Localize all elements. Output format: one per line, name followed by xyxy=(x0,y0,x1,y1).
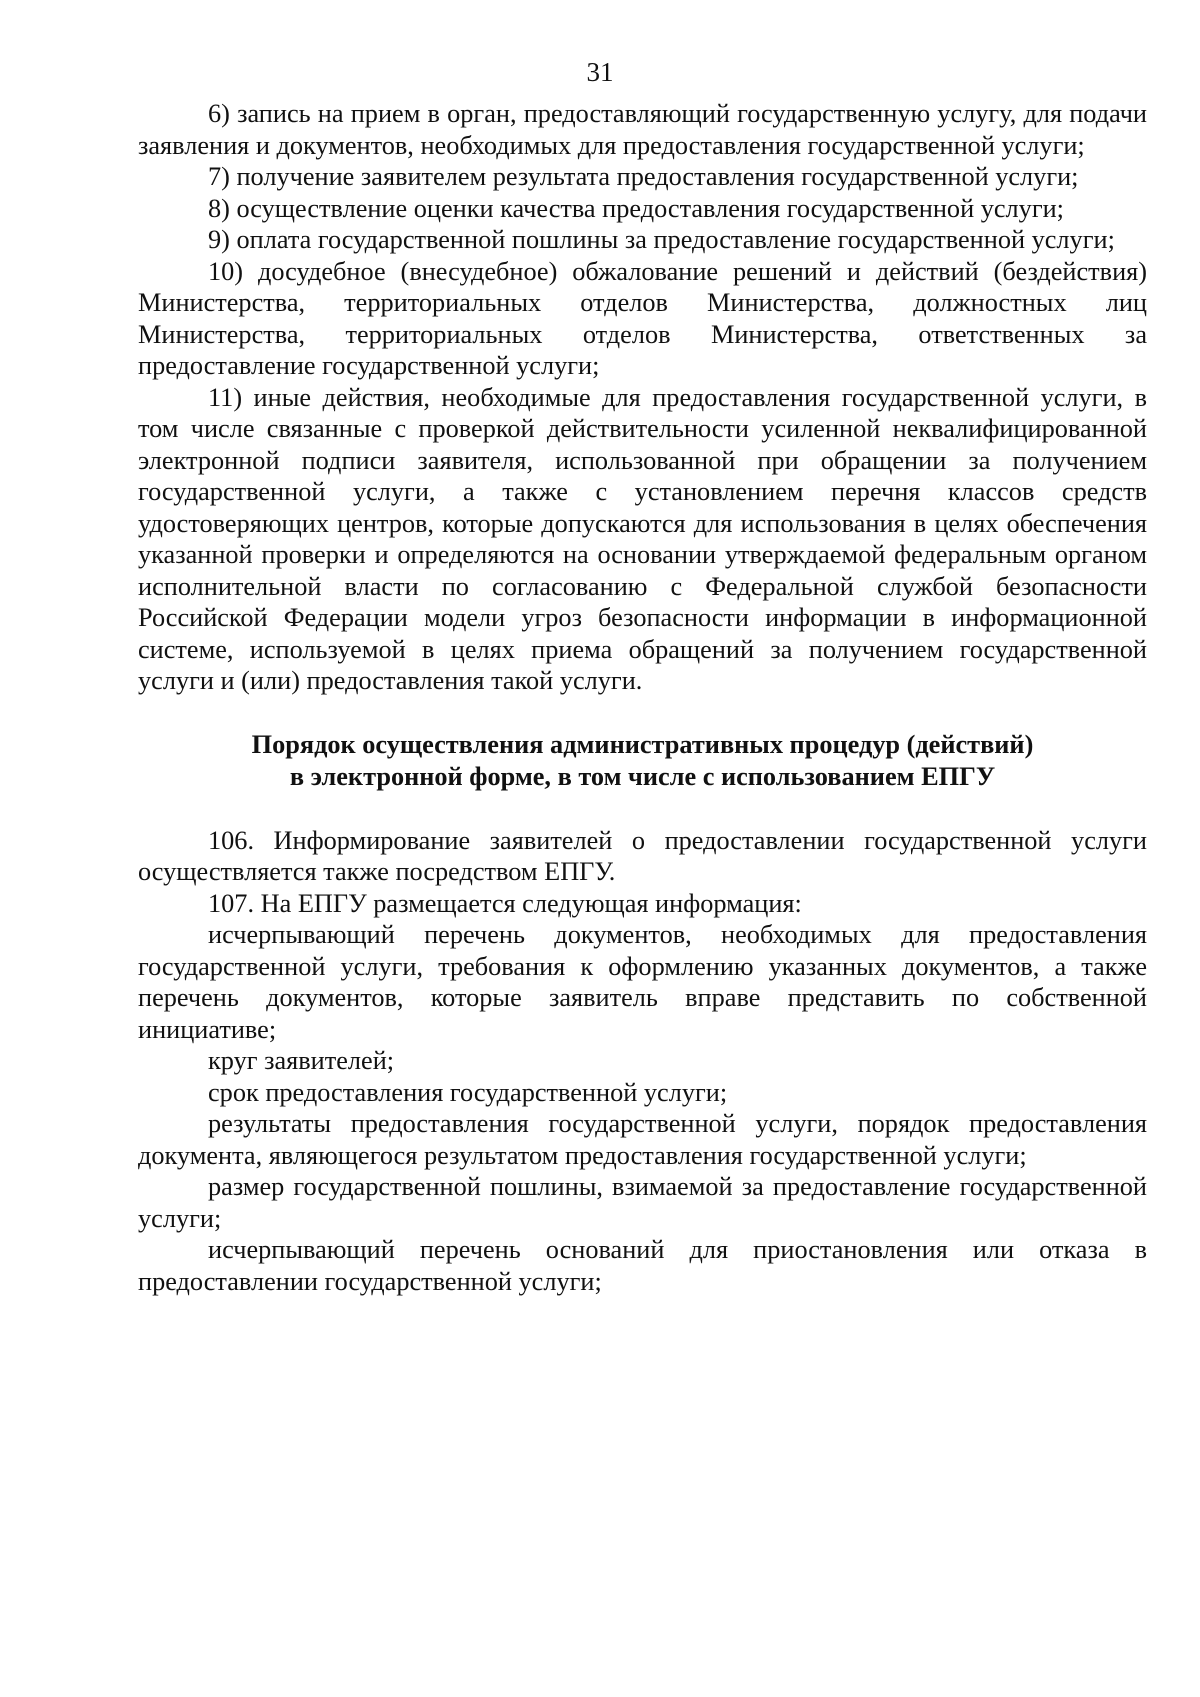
info-item-fee: размер государственной пошлины, взимаемой за предоставление государственной услуги; xyxy=(138,1172,1147,1233)
info-item-documents: исчерпывающий перечень документов, необходимых для предоставления государственной услуги, требования к оформлению указанных документов, а также перечень документов, которые заявитель вправе представить по собственной инициативе; xyxy=(138,920,1147,1044)
info-item-applicants: круг заявителей; xyxy=(208,1046,395,1075)
document-body xyxy=(138,98,1147,1297)
list-item-7: 7) получение заявителем результата предоставления государственной услуги; xyxy=(208,162,1079,191)
list-item-11: 11) иные действия, необходимые для предоставления государственной услуги, в том числе связанные с проверкой действительности усиленной неквалифицированной электронной подписи заявителя, использованной при обращении за получением государственной услуги, а также с установлением перечня классов средств удостоверяющих центров, которые допускаются для использования в целях обеспечения указанной проверки и определяются на основании утверждаемой федеральным органом исполнительной власти по согласованию с Федеральной службой безопасности Российской Федерации модели угроз безопасности информации в информационной системе, используемой в целях приема обращений за получением государственной услуги и (или) предоставления такой услуги. xyxy=(138,382,1147,695)
list-item-10: 10) досудебное (внесудебное) обжалование решений и действий (бездействия) Министерства, территориальных отделов Министерства, должностных лиц Министерства, территориальных отделов Министерства, ответственных за предоставление государственной услуги; xyxy=(138,256,1147,380)
list-item-8: 8) осуществление оценки качества предоставления государственной услуги; xyxy=(208,193,1064,223)
section-heading xyxy=(138,729,1147,793)
list-item-9: 9) оплата государственной пошлины за предоставление государственной услуги; xyxy=(208,225,1115,254)
section-heading-line-2: в электронной форме, в том числе с использованием ЕПГУ xyxy=(289,761,996,791)
paragraph-107: 107. На ЕПГУ размещается следующая информация: xyxy=(208,888,802,918)
section-heading-line-1: Порядок осуществления административных процедур (действий) xyxy=(251,729,1034,759)
info-item-term: срок предоставления государственной услуги; xyxy=(208,1077,728,1107)
info-item-results: результаты предоставления государственной услуги, порядок предоставления документа, являющегося результатом предоставления государственной услуги; xyxy=(138,1109,1147,1170)
list-item-6: 6) запись на прием в орган, предоставляющий государственную услугу, для подачи заявления и документов, необходимых для предоставления государственной услуги; xyxy=(138,99,1147,160)
info-item-refusal-grounds: исчерпывающий перечень оснований для приостановления или отказа в предоставлении государственной услуги; xyxy=(138,1235,1147,1296)
page-number: 31 xyxy=(586,57,614,87)
paragraph-106: 106. Информирование заявителей о предоставлении государственной услуги осуществляется также посредством ЕПГУ. xyxy=(138,825,1147,886)
